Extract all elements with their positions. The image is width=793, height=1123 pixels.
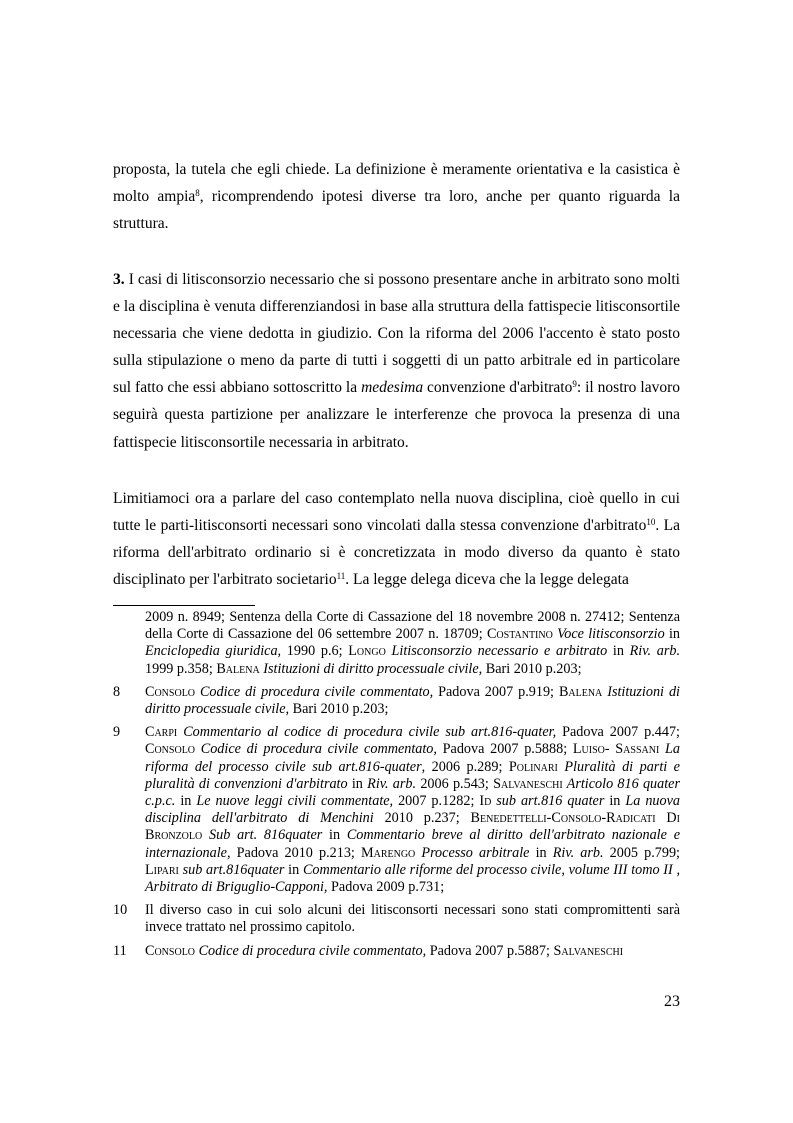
footnote-ref-10[interactable]: 10 xyxy=(646,517,656,528)
work-title: Istituzioni di diritto processuale civile, xyxy=(145,683,680,718)
text: Il diverso caso in cui solo alcuni dei litisconsorti necessari sono stati compromittenti sarà invece trattato nel prossimo capitolo. xyxy=(145,902,680,936)
paragraph-2 xyxy=(113,266,680,456)
footnote-ref-8[interactable]: 8 xyxy=(195,188,200,199)
footnote-continuation xyxy=(113,609,680,678)
author: Carpi xyxy=(145,724,178,741)
work-title: Riv. arb. xyxy=(629,643,680,660)
text: Padova 2007 p.5887; xyxy=(426,942,554,959)
work-title: Riv. arb. xyxy=(552,844,604,861)
author: Balena xyxy=(558,683,603,700)
text: in xyxy=(322,827,347,844)
work-title: Pluralità di parti e pluralità di convenzioni d'arbitrato xyxy=(145,758,680,792)
author: Polinari xyxy=(508,758,558,775)
text: Padova 2009 p.731; xyxy=(327,879,445,896)
footnote-11 xyxy=(113,943,680,960)
footnote-10 xyxy=(113,902,680,936)
work-title: Commentario breve al diritto dell'arbitrato nazionale e internazionale, xyxy=(145,827,680,861)
text: in xyxy=(607,643,630,660)
footnote-number: 10 xyxy=(113,902,128,919)
paragraph-3 xyxy=(113,485,680,593)
footnote-ref-11[interactable]: 11 xyxy=(336,571,346,582)
work-title: Sub art. 816quater xyxy=(202,827,323,844)
work-title: Istituzioni di diritto processuale civile, xyxy=(259,660,483,677)
text: I casi di litisconsorzio necessario che si possono presentare anche in arbitrato sono molti e la disciplina è venuta differenziandosi in base alla struttura della fattispecie litisconsortile necessaria che viene dedotta in giudizio. Con la riforma del 2006 l'accento è stato posto sulla stipulazione o meno da parte di tutti i soggetti di un patto arbitrale ed in particolare sul fatto che essi abbiano sottoscritto la xyxy=(113,271,680,397)
author: Marengo xyxy=(361,844,416,861)
work-title: Codice di procedura civile commentato, xyxy=(195,683,434,700)
work-title: Processo arbitrale xyxy=(415,844,530,861)
author: Salvaneschi xyxy=(553,942,624,959)
author: Id xyxy=(479,793,492,810)
work-title: sub art.816quater xyxy=(178,861,285,878)
text: 2007 p.1282; xyxy=(393,793,480,810)
footnote-9 xyxy=(113,724,680,896)
author: Lipari xyxy=(145,861,179,878)
author: Consolo xyxy=(145,942,196,959)
footnote-8 xyxy=(113,684,680,718)
text: , 2006 p.289; xyxy=(421,758,509,775)
work-title: Codice di procedura civile commentato, xyxy=(195,741,437,758)
text: Padova 2007 p.447; xyxy=(556,724,680,741)
author: Benedettelli-Consolo-Radicati Di Bronzolo xyxy=(145,810,680,844)
text: in xyxy=(284,861,303,878)
text: Padova 2010 p.213; xyxy=(230,844,361,861)
text: 1990 p.6; xyxy=(281,643,349,660)
author: Longo xyxy=(348,643,386,660)
author: Consolo xyxy=(145,741,196,758)
author: Consolo xyxy=(145,683,196,700)
work-title: Voce litisconsorzio xyxy=(552,626,665,643)
author: Luiso- Sassani xyxy=(572,741,660,758)
work-title: Le nuove leggi civili commentate, xyxy=(196,793,394,810)
text: : il nostro lavoro seguirà questa partizione per analizzare le interferenze che provoca la presenza di una fattispecie litisconsortile necessaria in arbitrato. xyxy=(113,379,680,451)
text: . La riforma dell'arbitrato ordinario si è concretizzata in modo diverso da quanto è stato disciplinato per l'arbitrato societario xyxy=(113,517,680,589)
footnote-number: 9 xyxy=(113,724,121,741)
text: Limitiamoci ora a parlare del caso contemplato nella nuova disciplina, cioè quello in cui tutte le parti-litisconsorti necessari sono vincolati dalla stessa convenzione d'arbitrato xyxy=(113,490,680,535)
work-title: Codice di procedura civile commentato, xyxy=(195,942,427,959)
section-number: 3. xyxy=(113,271,125,288)
author: Costantino xyxy=(486,626,553,643)
text: , ricomprendendo ipotesi diverse tra loro, anche per quanto riguarda la struttura. xyxy=(113,188,680,233)
text: 2010 p.237; xyxy=(373,810,471,827)
footnote-number: 11 xyxy=(113,942,127,959)
footnotes xyxy=(113,609,680,960)
text: . La legge delega diceva che la legge delegata xyxy=(345,571,629,589)
text: in xyxy=(175,793,197,810)
text: 2009 n. 8949; Sentenza della Corte di Cassazione del 18 novembre 2008 n. 27412; Sentenza della Corte di Cassazione del 06 settembre 2007 n. 18709; xyxy=(145,609,680,643)
text: proposta, la tutela che egli chiede. La definizione è meramente orientativa e la casistica è molto ampia xyxy=(113,161,680,206)
page-number: 23 xyxy=(664,993,680,1010)
text: in xyxy=(604,793,626,810)
paragraph-1 xyxy=(113,156,680,237)
work-title: Commentario alle riforme del processo civile, volume III tomo II , Arbitrato di Briguglio-Capponi, xyxy=(145,861,681,896)
work-title: Enciclopedia giuridica, xyxy=(145,643,282,660)
author: Salvaneschi xyxy=(493,775,563,792)
text: 2005 p.799; xyxy=(603,844,680,861)
work-title: Litisconsorzio necessario e arbitrato xyxy=(385,643,608,660)
footnote-ref-9[interactable]: 9 xyxy=(572,379,577,390)
text: Padova 2007 p.5888; xyxy=(436,741,573,758)
text: 1999 p.358; xyxy=(145,660,217,677)
text: in xyxy=(347,775,368,792)
text: convenzione d'arbitrato xyxy=(423,379,573,397)
text: Bari 2010 p.203; xyxy=(482,660,582,677)
work-title: sub art.816 quater xyxy=(491,793,605,810)
work-title: La riforma del processo civile sub art.816-quater xyxy=(145,741,680,775)
footnote-separator xyxy=(113,605,255,606)
work-title: La nuova disciplina dell'arbitrato di Menchini xyxy=(145,793,680,827)
text: 2006 p.543; xyxy=(416,775,494,792)
work-title: Riv. arb. xyxy=(367,775,417,792)
footnote-number: 8 xyxy=(113,683,121,700)
work-title: Articolo 816 quater c.p.c. xyxy=(145,775,680,810)
text: in xyxy=(529,844,553,861)
emphasis: medesima xyxy=(361,379,424,397)
text: in xyxy=(664,626,680,643)
work-title: Commentario al codice di procedura civile sub art.816-quater, xyxy=(177,724,557,741)
text: Padova 2007 p.919; xyxy=(433,683,559,700)
author: Balena xyxy=(216,660,260,677)
text: Bari 2010 p.203; xyxy=(289,701,389,718)
